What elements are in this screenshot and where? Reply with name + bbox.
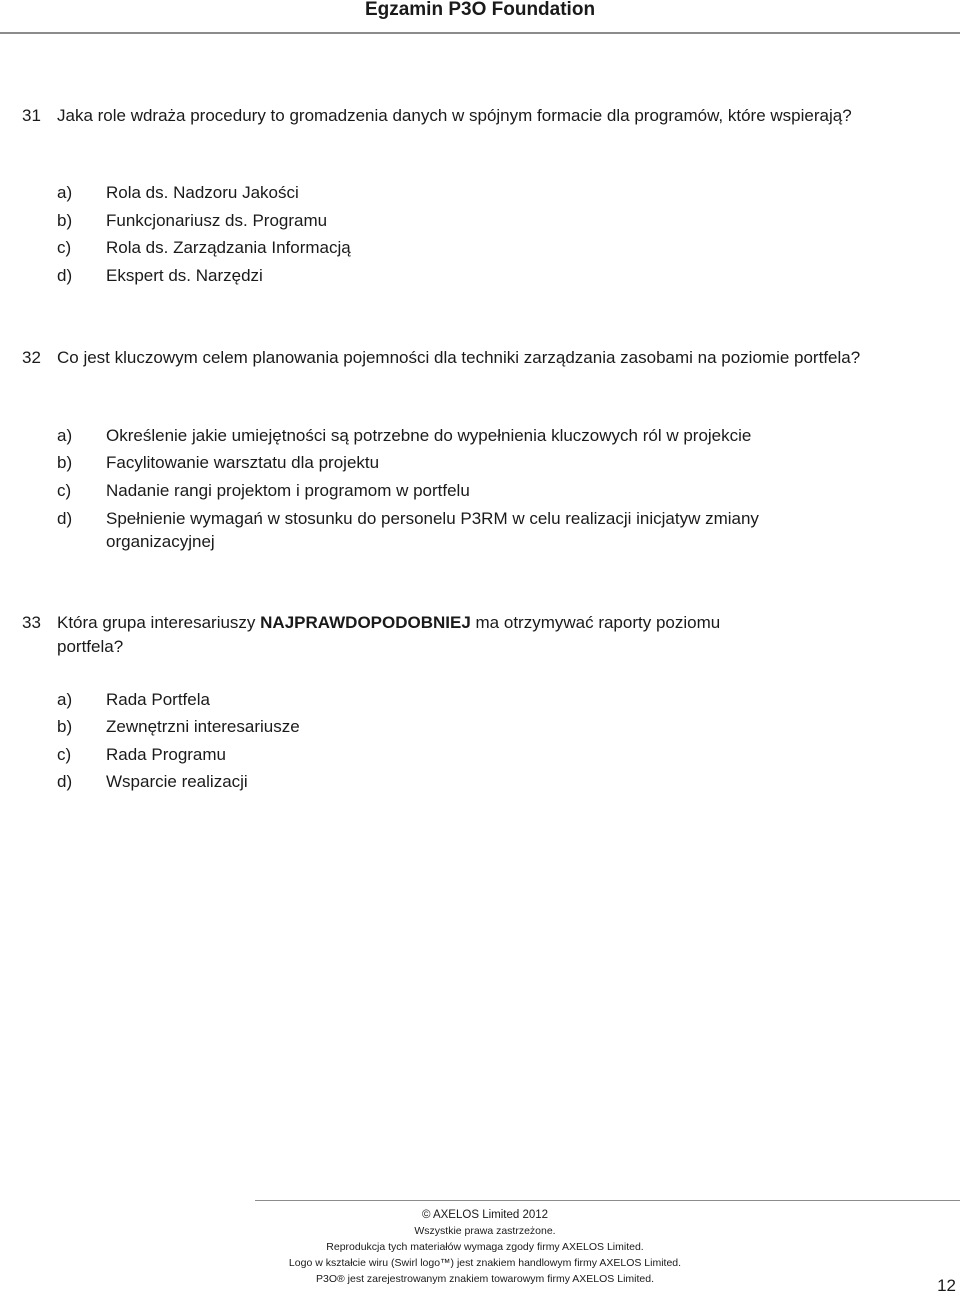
option-label: a) <box>57 183 73 202</box>
option-label: c) <box>57 238 72 257</box>
footer <box>255 1207 715 1287</box>
footer-rights: Wszystkie prawa zastrzeżone. <box>414 1225 556 1237</box>
question-31-text: Jaka role wdraża procedury to gromadzenia danych w spójnym formacie dla programów, które wspierają? <box>57 106 852 125</box>
option-label: a) <box>57 690 73 709</box>
question-33-text-end: ma otrzymywać raporty poziomu portfela? <box>57 613 721 656</box>
question-33-option-d <box>57 770 917 793</box>
option-label: b) <box>57 211 73 230</box>
question-31-option-c <box>57 236 917 259</box>
question-32-text: Co jest kluczowym celem planowania pojemności dla techniki zarządzania zasobami na poziomie portfela? <box>57 348 861 367</box>
question-31-option-b <box>57 209 917 232</box>
option-label: a) <box>57 426 73 445</box>
option-label: c) <box>57 481 72 500</box>
option-text: Nadanie rangi projektom i programom w portfelu <box>106 481 470 500</box>
question-33-emphasis: NAJPRAWDOPODOBNIEJ <box>260 613 471 632</box>
option-text: Spełnienie wymagań w stosunku do personelu P3RM w celu realizacji inicjatyw zmiany organizacyjnej <box>106 509 759 551</box>
header-divider <box>0 32 960 34</box>
footer-trademark: P3O® jest zarejestrowanym znakiem towarowym firmy AXELOS Limited. <box>315 1273 654 1285</box>
question-33-text <box>57 611 787 659</box>
question-32-option-b <box>57 451 917 474</box>
question-33-option-a <box>57 688 917 711</box>
option-label: d) <box>57 509 73 528</box>
option-label: b) <box>57 717 73 736</box>
question-32-option-d <box>57 507 917 553</box>
option-text: Ekspert ds. Narzędzi <box>106 266 263 285</box>
question-32-option-c <box>57 479 917 502</box>
option-text: Funkcjonariusz ds. Programu <box>106 211 328 230</box>
option-text: Rada Programu <box>106 745 227 764</box>
option-label: b) <box>57 453 73 472</box>
footer-copyright: © AXELOS Limited 2012 <box>421 1209 549 1221</box>
footer-divider <box>255 1200 960 1201</box>
option-text: Rola ds. Zarządzania Informacją <box>106 238 351 257</box>
question-32-option-a <box>57 424 917 447</box>
option-label: d) <box>57 266 73 285</box>
option-label: c) <box>57 745 72 764</box>
question-33-option-c <box>57 743 917 766</box>
option-text: Wsparcie realizacji <box>106 772 248 791</box>
option-label: d) <box>57 772 73 791</box>
question-33-option-b <box>57 715 917 738</box>
footer-reproduction: Reprodukcja tych materiałów wymaga zgody firmy AXELOS Limited. <box>326 1241 644 1253</box>
question-31-option-a <box>57 181 917 204</box>
question-31-number: 31 <box>22 106 41 125</box>
question-31-option-d <box>57 264 917 287</box>
option-text: Określenie jakie umiejętności są potrzebne do wypełnienia kluczowych ról w projekcie <box>106 426 752 445</box>
option-text: Rola ds. Nadzoru Jakości <box>106 183 299 202</box>
question-32-number: 32 <box>22 348 41 367</box>
question-33-number: 33 <box>22 613 41 632</box>
page-header-title: Egzamin P3O Foundation <box>364 0 596 20</box>
option-text: Zewnętrzni interesariusze <box>106 717 300 736</box>
footer-logo-note: Logo w kształcie wiru (Swirl logo™) jest znakiem handlowym firmy AXELOS Limited. <box>288 1257 682 1269</box>
page-number: 12 <box>937 1276 956 1295</box>
question-33-text-start: Która grupa interesariuszy <box>57 613 261 632</box>
option-text: Rada Portfela <box>106 690 210 709</box>
option-text: Facylitowanie warsztatu dla projektu <box>106 453 380 472</box>
